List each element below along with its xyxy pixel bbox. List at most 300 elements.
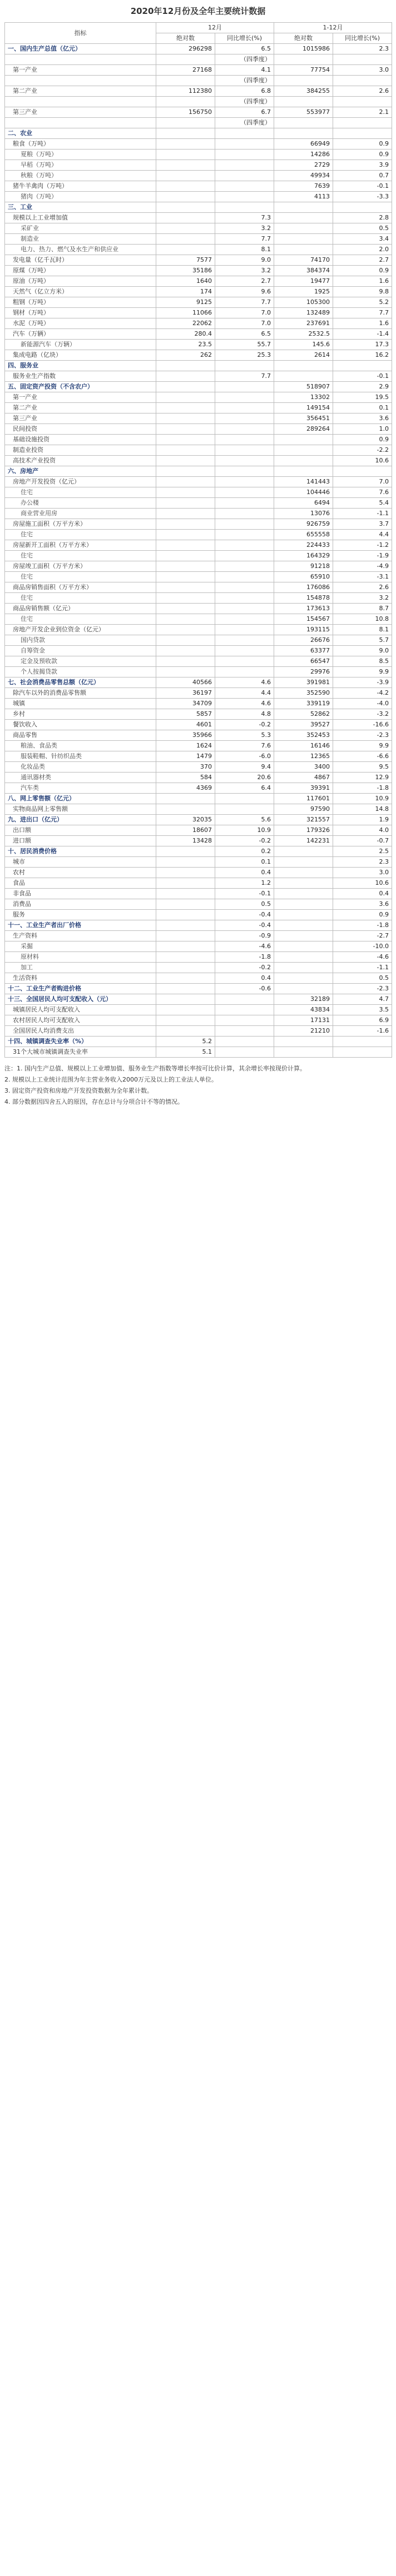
ytd-abs <box>274 1047 333 1058</box>
month-yoy: 5.3 <box>215 730 274 741</box>
ytd-yoy: -1.4 <box>333 329 392 340</box>
ytd-abs: 164329 <box>274 551 333 561</box>
ytd-abs: 179326 <box>274 825 333 836</box>
month-yoy: 6.8 <box>215 86 274 97</box>
month-abs: 27168 <box>156 65 215 76</box>
month-yoy: 0.5 <box>215 899 274 910</box>
month-abs: 36197 <box>156 688 215 699</box>
ytd-abs: 7639 <box>274 181 333 192</box>
table-row <box>5 899 392 910</box>
month-abs <box>156 382 215 392</box>
table-row <box>5 392 392 403</box>
row-label: 通讯器材类 <box>5 773 156 783</box>
month-yoy: -0.6 <box>215 984 274 994</box>
month-yoy: 5.6 <box>215 815 274 825</box>
table-row <box>5 287 392 297</box>
month-abs <box>156 857 215 868</box>
ytd-abs: 154878 <box>274 593 333 604</box>
month-yoy: -1.8 <box>215 952 274 963</box>
row-label: 制造业 <box>5 234 156 245</box>
row-label: 粮油、食品类 <box>5 741 156 751</box>
month-yoy: 6.7 <box>215 107 274 118</box>
ytd-yoy: 9.5 <box>333 762 392 773</box>
ytd-yoy: 2.3 <box>333 44 392 54</box>
row-label: 31个大城市城镇调查失业率 <box>5 1047 156 1058</box>
month-yoy <box>215 487 274 498</box>
month-yoy: 6.5 <box>215 44 274 54</box>
row-label: 二、农业 <box>5 128 156 139</box>
month-yoy <box>215 171 274 181</box>
month-abs <box>156 973 215 984</box>
ytd-yoy: -1.1 <box>333 509 392 519</box>
month-yoy <box>215 582 274 593</box>
ytd-abs: 1015986 <box>274 44 333 54</box>
table-row <box>5 107 392 118</box>
table-row <box>5 709 392 720</box>
ytd-yoy: 5.7 <box>333 635 392 646</box>
month-yoy <box>215 667 274 677</box>
month-yoy: -0.1 <box>215 889 274 899</box>
ytd-yoy: 4.0 <box>333 825 392 836</box>
ytd-abs: 553977 <box>274 107 333 118</box>
ytd-abs: 391981 <box>274 677 333 688</box>
month-abs <box>156 572 215 582</box>
table-row <box>5 86 392 97</box>
month-yoy: 8.1 <box>215 245 274 255</box>
month-abs <box>156 614 215 625</box>
ytd-yoy: -0.7 <box>333 836 392 846</box>
ytd-abs: 173613 <box>274 604 333 614</box>
row-label: 房屋竣工面积（万平方米） <box>5 561 156 572</box>
month-yoy: 4.1 <box>215 65 274 76</box>
table-row <box>5 340 392 350</box>
ytd-abs: 91218 <box>274 561 333 572</box>
table-row <box>5 920 392 931</box>
row-label: 非食品 <box>5 889 156 899</box>
month-yoy <box>215 635 274 646</box>
month-yoy: 7.6 <box>215 741 274 751</box>
row-label: 十一、工业生产者出厂价格 <box>5 920 156 931</box>
footnotes <box>4 1064 392 1109</box>
row-label: 住宅 <box>5 593 156 604</box>
row-label: 住宅 <box>5 572 156 582</box>
month-abs: 1624 <box>156 741 215 751</box>
ytd-abs <box>274 466 333 477</box>
ytd-yoy: 0.7 <box>333 171 392 181</box>
row-label: 办公楼 <box>5 498 156 509</box>
ytd-yoy: 2.3 <box>333 857 392 868</box>
table-row <box>5 973 392 984</box>
ytd-yoy: 2.7 <box>333 255 392 266</box>
row-label: 民间投资 <box>5 424 156 435</box>
ytd-yoy: 2.8 <box>333 213 392 223</box>
ytd-yoy: -0.1 <box>333 371 392 382</box>
ytd-abs <box>274 868 333 878</box>
row-label: 住宅 <box>5 530 156 540</box>
table-row <box>5 76 392 86</box>
table-row <box>5 160 392 171</box>
row-label: 四、服务业 <box>5 361 156 371</box>
row-label: 秋粮（万吨） <box>5 171 156 181</box>
month-abs <box>156 424 215 435</box>
row-label: 商业营业用房 <box>5 509 156 519</box>
ytd-abs: 193115 <box>274 625 333 635</box>
month-yoy: 0.4 <box>215 868 274 878</box>
ytd-yoy: -3.2 <box>333 709 392 720</box>
ytd-yoy: -1.6 <box>333 1026 392 1037</box>
row-label: 猪牛羊禽肉（万吨） <box>5 181 156 192</box>
month-abs <box>156 931 215 941</box>
row-label: 住宅 <box>5 487 156 498</box>
ytd-abs: 66949 <box>274 139 333 150</box>
month-abs <box>156 413 215 424</box>
header-ytd-abs: 绝对数 <box>274 33 333 44</box>
ytd-yoy <box>333 1037 392 1047</box>
ytd-abs: 14286 <box>274 150 333 160</box>
row-label: 第一产业 <box>5 65 156 76</box>
row-label: 第三产业 <box>5 413 156 424</box>
ytd-abs: 154567 <box>274 614 333 625</box>
ytd-abs: 321557 <box>274 815 333 825</box>
table-row <box>5 223 392 234</box>
table-row <box>5 984 392 994</box>
row-label: 农村居民人均可支配收入 <box>5 1015 156 1026</box>
footnote-item: 2. 规模以上工业统计范围为年主营业务收入2000万元及以上的工业法人单位。 <box>4 1076 217 1083</box>
ytd-yoy: -4.6 <box>333 952 392 963</box>
ytd-yoy: -1.8 <box>333 783 392 794</box>
month-abs <box>156 487 215 498</box>
table-row <box>5 593 392 604</box>
table-row <box>5 171 392 181</box>
row-label: 第二产业 <box>5 86 156 97</box>
month-yoy: 4.6 <box>215 699 274 709</box>
month-yoy: -0.2 <box>215 836 274 846</box>
table-row <box>5 720 392 730</box>
ytd-yoy <box>333 361 392 371</box>
table-row <box>5 276 392 287</box>
month-yoy <box>215 128 274 139</box>
ytd-yoy: 5.4 <box>333 498 392 509</box>
ytd-abs: 105300 <box>274 297 333 308</box>
month-abs <box>156 656 215 667</box>
ytd-abs: 16146 <box>274 741 333 751</box>
table-row <box>5 815 392 825</box>
month-yoy <box>215 361 274 371</box>
table-row <box>5 730 392 741</box>
ytd-yoy: 3.5 <box>333 1005 392 1015</box>
month-abs: 22062 <box>156 318 215 329</box>
ytd-abs <box>274 97 333 107</box>
row-label: 服务业生产指数 <box>5 371 156 382</box>
table-row <box>5 519 392 530</box>
table-row <box>5 941 392 952</box>
ytd-abs: 655558 <box>274 530 333 540</box>
ytd-abs: 384255 <box>274 86 333 97</box>
ytd-yoy <box>333 54 392 65</box>
ytd-abs: 384374 <box>274 266 333 276</box>
ytd-abs: 29976 <box>274 667 333 677</box>
ytd-abs: 39391 <box>274 783 333 794</box>
ytd-yoy: 19.5 <box>333 392 392 403</box>
month-abs <box>156 625 215 635</box>
month-abs: 262 <box>156 350 215 361</box>
month-yoy: （四季度） <box>215 118 274 128</box>
ytd-abs: 3400 <box>274 762 333 773</box>
ytd-abs <box>274 54 333 65</box>
row-label: 采矿业 <box>5 223 156 234</box>
row-label: 住宅 <box>5 614 156 625</box>
month-yoy <box>215 456 274 466</box>
month-abs <box>156 509 215 519</box>
month-abs <box>156 846 215 857</box>
month-abs: 4601 <box>156 720 215 730</box>
ytd-yoy: -1.8 <box>333 920 392 931</box>
ytd-abs: 12365 <box>274 751 333 762</box>
table-row <box>5 435 392 445</box>
ytd-yoy: 9.8 <box>333 287 392 297</box>
month-abs <box>156 868 215 878</box>
row-label: 九、进出口（亿元） <box>5 815 156 825</box>
ytd-yoy: 8.7 <box>333 604 392 614</box>
page-title: 2020年12月份及全年主要统计数据 <box>130 6 266 16</box>
header-month-yoy: 同比增长(%) <box>215 33 274 44</box>
month-abs <box>156 223 215 234</box>
ytd-yoy: 5.2 <box>333 297 392 308</box>
month-yoy <box>215 593 274 604</box>
ytd-yoy: 10.6 <box>333 456 392 466</box>
row-label: 第一产业 <box>5 392 156 403</box>
ytd-yoy <box>333 128 392 139</box>
month-yoy <box>215 435 274 445</box>
row-label: 个人按揭贷款 <box>5 667 156 677</box>
month-abs <box>156 910 215 920</box>
header-indicator: 指标 <box>5 23 156 44</box>
row-label: 天然气（亿立方米） <box>5 287 156 297</box>
table-row <box>5 1026 392 1037</box>
month-abs: 7577 <box>156 255 215 266</box>
table-row <box>5 667 392 677</box>
month-yoy: 4.8 <box>215 709 274 720</box>
ytd-abs: 19477 <box>274 276 333 287</box>
ytd-abs: 117601 <box>274 794 333 804</box>
ytd-abs: 356451 <box>274 413 333 424</box>
footnote-item: 注：1. 国内生产总值、规模以上工业增加值、服务业生产指数等增长率按可比价计算，其余增长率按现价计算。 <box>4 1065 306 1072</box>
month-yoy <box>215 804 274 815</box>
ytd-abs <box>274 361 333 371</box>
month-yoy <box>215 445 274 456</box>
row-label: 汽车类 <box>5 783 156 794</box>
ytd-yoy <box>333 76 392 86</box>
ytd-yoy: 2.5 <box>333 846 392 857</box>
month-abs: 174 <box>156 287 215 297</box>
row-label: 国内贷款 <box>5 635 156 646</box>
ytd-yoy: 14.8 <box>333 804 392 815</box>
month-abs <box>156 171 215 181</box>
ytd-yoy: -3.3 <box>333 192 392 202</box>
table-row <box>5 97 392 107</box>
month-abs <box>156 466 215 477</box>
row-label: 集成电路（亿块） <box>5 350 156 361</box>
month-abs <box>156 551 215 561</box>
table-row <box>5 604 392 614</box>
row-label: 房屋新开工面积（万平方米） <box>5 540 156 551</box>
ytd-yoy <box>333 118 392 128</box>
ytd-abs: 66547 <box>274 656 333 667</box>
row-label: 原材料 <box>5 952 156 963</box>
table-row <box>5 572 392 582</box>
row-label: 城镇 <box>5 699 156 709</box>
month-abs <box>156 456 215 466</box>
table-row <box>5 952 392 963</box>
table-row <box>5 361 392 371</box>
month-abs <box>156 97 215 107</box>
month-yoy <box>215 625 274 635</box>
ytd-yoy: -2.3 <box>333 730 392 741</box>
row-label <box>5 118 156 128</box>
month-yoy: 7.0 <box>215 318 274 329</box>
month-abs <box>156 128 215 139</box>
month-yoy: 55.7 <box>215 340 274 350</box>
row-label: 生活资料 <box>5 973 156 984</box>
ytd-yoy: -16.6 <box>333 720 392 730</box>
table-row <box>5 857 392 868</box>
row-label: 房地产开发投资（亿元） <box>5 477 156 487</box>
table-row <box>5 118 392 128</box>
month-yoy <box>215 1037 274 1047</box>
ytd-yoy: 12.9 <box>333 773 392 783</box>
table-row <box>5 699 392 709</box>
ytd-yoy: 3.0 <box>333 65 392 76</box>
month-abs: 35966 <box>156 730 215 741</box>
table-row <box>5 656 392 667</box>
ytd-abs: 518907 <box>274 382 333 392</box>
row-label: 七、社会消费品零售总额（亿元） <box>5 677 156 688</box>
month-abs <box>156 593 215 604</box>
table-row <box>5 255 392 266</box>
ytd-abs: 1925 <box>274 287 333 297</box>
ytd-abs: 237691 <box>274 318 333 329</box>
month-yoy <box>215 150 274 160</box>
month-yoy: 25.3 <box>215 350 274 361</box>
ytd-abs: 26676 <box>274 635 333 646</box>
month-yoy <box>215 519 274 530</box>
table-row <box>5 846 392 857</box>
month-abs <box>156 899 215 910</box>
ytd-abs <box>274 931 333 941</box>
month-abs <box>156 118 215 128</box>
table-row <box>5 44 392 54</box>
month-abs: 156750 <box>156 107 215 118</box>
month-abs <box>156 1015 215 1026</box>
ytd-yoy: 3.6 <box>333 413 392 424</box>
month-yoy <box>215 392 274 403</box>
row-label: 采掘 <box>5 941 156 952</box>
table-row <box>5 139 392 150</box>
row-label: 实物商品网上零售额 <box>5 804 156 815</box>
table-row <box>5 1047 392 1058</box>
table-row <box>5 1037 392 1047</box>
ytd-yoy: -4.2 <box>333 688 392 699</box>
ytd-yoy: 8.5 <box>333 656 392 667</box>
month-yoy <box>215 160 274 171</box>
ytd-abs: 63377 <box>274 646 333 656</box>
row-label: 商品房销售额（亿元） <box>5 604 156 614</box>
ytd-yoy <box>333 466 392 477</box>
month-abs: 370 <box>156 762 215 773</box>
month-abs <box>156 994 215 1005</box>
month-yoy <box>215 466 274 477</box>
month-abs <box>156 1026 215 1037</box>
ytd-abs <box>274 1037 333 1047</box>
month-abs <box>156 582 215 593</box>
ytd-abs <box>274 941 333 952</box>
month-abs: 4369 <box>156 783 215 794</box>
ytd-yoy: -3.9 <box>333 677 392 688</box>
row-label: 粮食（万吨） <box>5 139 156 150</box>
month-yoy: 7.0 <box>215 308 274 318</box>
ytd-yoy: 0.9 <box>333 910 392 920</box>
header-month: 12月 <box>156 23 274 33</box>
table-row <box>5 371 392 382</box>
table-row <box>5 234 392 245</box>
month-yoy: 3.2 <box>215 223 274 234</box>
ytd-yoy <box>333 97 392 107</box>
table-row <box>5 646 392 656</box>
ytd-yoy: -2.7 <box>333 931 392 941</box>
ytd-abs: 352453 <box>274 730 333 741</box>
ytd-yoy: 0.9 <box>333 435 392 445</box>
month-yoy: （四季度） <box>215 97 274 107</box>
ytd-abs: 2532.5 <box>274 329 333 340</box>
month-abs <box>156 519 215 530</box>
row-label: 定金及预收款 <box>5 656 156 667</box>
table-row <box>5 751 392 762</box>
table-row <box>5 762 392 773</box>
row-label: 加工 <box>5 963 156 973</box>
month-yoy: 7.7 <box>215 234 274 245</box>
ytd-abs <box>274 371 333 382</box>
ytd-abs: 74170 <box>274 255 333 266</box>
ytd-yoy: 9.9 <box>333 741 392 751</box>
ytd-abs: 49934 <box>274 171 333 181</box>
month-abs: 9125 <box>156 297 215 308</box>
month-yoy <box>215 551 274 561</box>
ytd-yoy: -2.2 <box>333 445 392 456</box>
ytd-abs: 352590 <box>274 688 333 699</box>
header-ytd-yoy: 同比增长(%) <box>333 33 392 44</box>
ytd-yoy: 4.7 <box>333 994 392 1005</box>
row-label: 钢材（万吨） <box>5 308 156 318</box>
ytd-yoy: 3.7 <box>333 519 392 530</box>
ytd-abs: 32189 <box>274 994 333 1005</box>
ytd-abs <box>274 920 333 931</box>
row-label: 房地产开发企业到位资金（亿元） <box>5 625 156 635</box>
month-yoy <box>215 202 274 213</box>
month-yoy <box>215 1005 274 1015</box>
month-abs: 34709 <box>156 699 215 709</box>
month-yoy <box>215 403 274 413</box>
ytd-abs <box>274 435 333 445</box>
table-row <box>5 413 392 424</box>
table-row <box>5 245 392 255</box>
month-abs <box>156 952 215 963</box>
ytd-abs: 43834 <box>274 1005 333 1015</box>
ytd-yoy: -4.0 <box>333 699 392 709</box>
row-label: 出口额 <box>5 825 156 836</box>
table-row <box>5 456 392 466</box>
ytd-yoy: 10.6 <box>333 878 392 889</box>
month-abs <box>156 963 215 973</box>
